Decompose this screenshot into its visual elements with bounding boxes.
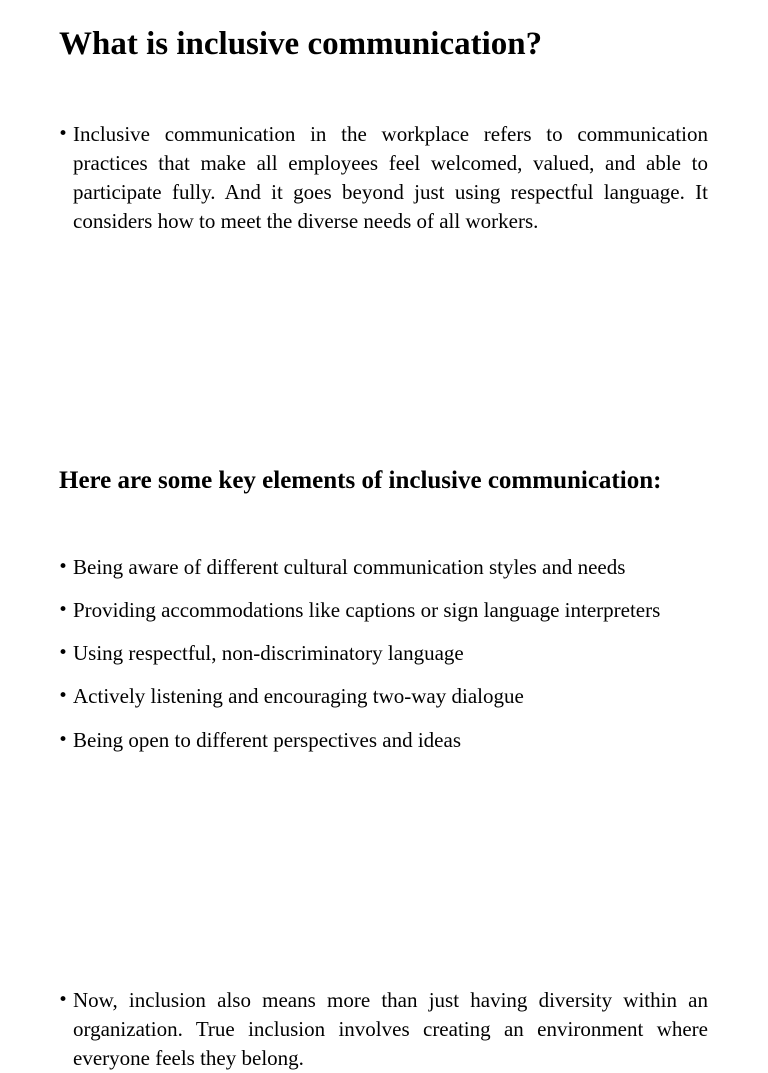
- list-item: [58, 596, 708, 625]
- bullet-marker: •: [58, 643, 69, 663]
- list-item-text: Using respectful, non-discriminatory language: [73, 641, 464, 665]
- bullet-marker: •: [58, 124, 69, 144]
- closing-bullet: [58, 986, 708, 1073]
- section-heading: Here are some key elements of inclusive communication:: [59, 467, 662, 494]
- list-item-text: Providing accommodations like captions or sign language interpreters: [73, 598, 661, 622]
- list-item: [58, 553, 708, 582]
- list-item-text: Actively listening and encouraging two-way dialogue: [73, 684, 524, 708]
- list-item-text: Being aware of different cultural communication styles and needs: [73, 555, 626, 579]
- list-item: [58, 726, 708, 755]
- intro-bullet: [58, 120, 708, 236]
- list-item: [58, 682, 708, 711]
- bullet-marker: •: [58, 557, 69, 577]
- bullet-marker: •: [58, 686, 69, 706]
- list-item-text: Being open to different perspectives and ideas: [73, 728, 461, 752]
- bullet-marker: •: [58, 730, 69, 750]
- page-title: What is inclusive communication?: [59, 26, 543, 62]
- bullet-marker: •: [58, 990, 69, 1010]
- closing-text: Now, inclusion also means more than just having diversity within an organization. True inclusion involves creating an environment where everyone feels they belong.: [73, 988, 708, 1070]
- bullet-marker: •: [58, 600, 69, 620]
- intro-text: Inclusive communication in the workplace refers to communication practices that make all employees feel welcomed, valued, and able to participate fully. And it goes beyond just using respectful language. It considers how to meet the diverse needs of all workers.: [73, 122, 708, 233]
- list-item: [58, 639, 708, 668]
